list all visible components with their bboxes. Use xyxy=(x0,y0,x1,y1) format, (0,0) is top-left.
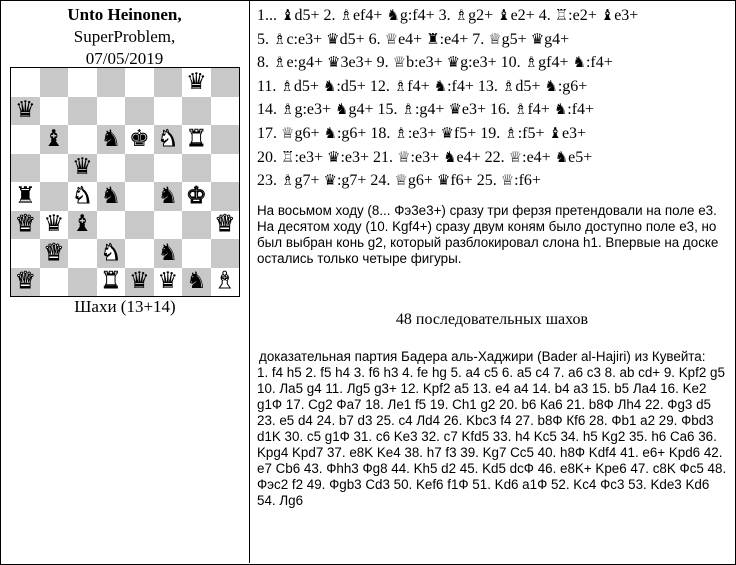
board-square xyxy=(40,182,69,211)
white-queen-icon: ♛ xyxy=(43,239,65,266)
board-square xyxy=(154,182,183,211)
board-square xyxy=(125,211,154,240)
black-queen-icon: ♛ xyxy=(185,68,207,95)
white-rook-icon: ♜ xyxy=(185,125,207,152)
note-paragraph: На десятом ходу (10. Kgf4+) сразу двум коням было доступно поле е3, но был выбран конь g2, который разблокировал слона h1. Впервые на доске остались только четыре фигуры. xyxy=(257,219,719,266)
board-square xyxy=(40,97,69,126)
section-heading: 48 последовательных шахов xyxy=(395,311,589,328)
board-square xyxy=(97,182,126,211)
board-square xyxy=(68,125,97,154)
problem-diagram-panel xyxy=(0,0,249,563)
board-square xyxy=(125,268,154,297)
proof-game xyxy=(257,349,731,509)
white-queen-icon: ♛ xyxy=(214,211,236,238)
board-square xyxy=(182,125,211,154)
white-bishop-icon: ♝ xyxy=(214,268,236,295)
solution-panel xyxy=(251,0,733,563)
board-square xyxy=(125,97,154,126)
black-queen-icon: ♛ xyxy=(128,268,150,295)
board-square xyxy=(125,182,154,211)
proof-game-moves: 1. f4 h5 2. f5 h4 3. f6 h3 4. fe hg 5. a4 c5 6. a5 c4 7. a6 c3 8. ab cd+ 9. Kpf2 g5 10. Ла5 g4 11. Лg5 g3+ 12. Kpf2 a5 13. e4 a4 14. b4 a3 15. b5 Ла4 16. Ke2 g1Ф 17. Cg2 Фа7 18. Ле1 f5 19. Ch1 g2 20. b6 Ка6 21. b8Ф Лh4 22. Фg3 d5 23. e5 d4 24. b7 d3 25. c4 Лd4 26. Kbc3 f4 27. b8Ф Кf6 28. Фb1 a2 29. Фbd3 d1K 30. c5 g1Ф 31. c6 Ke3 32. c7 Kfd5 33. h4 Kc5 34. h5 Kg2 35. h6 Ca6 36. Kpg4 Kpd7 37. e8K Ke4 38. h7 f3 39. Kg7 Cc5 40. h8Ф Kdf4 41. e6+ Kpd6 42. e7 Cb6 43. Фhh3 Фg8 44. Kh5 d2 45. Kd5 dcФ 46. e8K+ Kpe6 47. c8K Фс5 48. Фэс2 f2 49. Фgb3 Cd3 50. Kef6 f1Ф 51. Kd6 a1Ф 52. Kc4 Фс3 53. Kde3 Kd6 54. Лg6 xyxy=(257,365,727,508)
board-square xyxy=(154,239,183,268)
board-square xyxy=(40,125,69,154)
board-square xyxy=(125,68,154,97)
board-square xyxy=(182,239,211,268)
board-square xyxy=(97,97,126,126)
board-square xyxy=(97,125,126,154)
solution-notes xyxy=(257,203,727,267)
board-square xyxy=(211,239,240,268)
board-square xyxy=(154,154,183,183)
black-queen-icon: ♛ xyxy=(157,268,179,295)
white-knight-icon: ♞ xyxy=(157,125,179,152)
board-square xyxy=(11,182,40,211)
publication-date: 07/05/2019 xyxy=(85,49,164,68)
board-square xyxy=(40,68,69,97)
board-square xyxy=(97,154,126,183)
board-square xyxy=(211,125,240,154)
black-knight-icon: ♞ xyxy=(100,125,122,152)
board-square xyxy=(211,68,240,97)
black-bishop-icon: ♝ xyxy=(71,211,93,238)
solution-line: 20. ♖:e3+ ♛:e3+ 21. ♕:e3+ ♞e4+ 22. ♕:e4+ ♞e5+ xyxy=(257,147,593,166)
board-square xyxy=(125,154,154,183)
solution-line: 11. ♗d5+ ♞:d5+ 12. ♗f4+ ♞:f4+ 13. ♗d5+ ♞:g6+ xyxy=(257,76,588,95)
solution-line: 8. ♗e:g4+ ♛3e3+ 9. ♕b:e3+ ♛g:e3+ 10. ♗gf4+ ♞:f4+ xyxy=(257,53,613,72)
board-square xyxy=(68,154,97,183)
solution-line: 23. ♗g7+ ♛:g7+ 24. ♕g6+ ♛f6+ 25. ♕:f6+ xyxy=(257,171,541,190)
board-square xyxy=(154,68,183,97)
black-rook-icon: ♜ xyxy=(14,182,36,209)
board-square xyxy=(11,125,40,154)
board-square xyxy=(211,268,240,297)
solution-line: 17. ♕g6+ ♞:g6+ 18. ♗:e3+ ♛f5+ 19. ♗:f5+ ♝e3+ xyxy=(257,123,587,142)
black-queen-icon: ♛ xyxy=(14,97,36,124)
board-square xyxy=(154,97,183,126)
board-square xyxy=(154,125,183,154)
black-knight-icon: ♞ xyxy=(157,239,179,266)
board-square xyxy=(182,268,211,297)
stipulation: Шахи (13+14) xyxy=(74,297,176,316)
board-square xyxy=(40,154,69,183)
white-knight-icon: ♞ xyxy=(71,182,93,209)
black-queen-icon: ♛ xyxy=(71,154,93,181)
board-square xyxy=(11,268,40,297)
board-square xyxy=(68,268,97,297)
board-square xyxy=(68,68,97,97)
solution-line: 5. ♗c:e3+ ♛d5+ 6. ♕e4+ ♜:e4+ 7. ♕g5+ ♛g4+ xyxy=(257,29,570,48)
white-king-icon: ♚ xyxy=(185,182,207,209)
board-square xyxy=(97,211,126,240)
board-square xyxy=(97,239,126,268)
board-square xyxy=(182,182,211,211)
board-square xyxy=(211,97,240,126)
chess-board xyxy=(10,67,240,297)
board-square xyxy=(68,239,97,268)
board-square xyxy=(11,68,40,97)
board-square xyxy=(211,154,240,183)
source-name: SuperProblem, xyxy=(73,27,176,46)
board-square xyxy=(125,125,154,154)
black-bishop-icon: ♝ xyxy=(43,125,65,152)
board-square xyxy=(182,154,211,183)
proof-game-intro: доказательная партия Бадера аль-Хаджири (Bader al-Hajiri) из Кувейта: xyxy=(259,349,706,364)
board-square xyxy=(154,268,183,297)
board-square xyxy=(182,97,211,126)
solution-line: 1... ♝d5+ 2. ♗ef4+ ♞g:f4+ 3. ♗g2+ ♝e2+ 4. ♖:e2+ ♝e3+ xyxy=(257,6,639,24)
board-square xyxy=(11,154,40,183)
board-square xyxy=(40,268,69,297)
board-square xyxy=(11,97,40,126)
board-square xyxy=(182,211,211,240)
note-paragraph: На восьмом ходу (8... Фэ3е3+) сразу три ферзя претендовали на поле е3. xyxy=(257,203,717,218)
solution-moves xyxy=(257,4,638,193)
board-square xyxy=(68,97,97,126)
board-square xyxy=(40,211,69,240)
board-square xyxy=(182,68,211,97)
black-knight-icon: ♞ xyxy=(100,182,122,209)
author-name: Unto Heinonen, xyxy=(67,5,182,24)
board-square xyxy=(154,211,183,240)
board-square xyxy=(97,68,126,97)
board-square xyxy=(211,211,240,240)
column-divider xyxy=(249,0,250,563)
white-knight-icon: ♞ xyxy=(100,239,122,266)
solution-line: 14. ♗g:e3+ ♞g4+ 15. ♗:g4+ ♛e3+ 16. ♗f4+ ♞:f4+ xyxy=(257,100,595,119)
black-king-icon: ♚ xyxy=(128,125,150,152)
board-square xyxy=(68,211,97,240)
white-rook-icon: ♜ xyxy=(100,268,122,295)
board-square xyxy=(40,239,69,268)
board-square xyxy=(97,268,126,297)
board-square xyxy=(11,239,40,268)
board-square xyxy=(211,182,240,211)
white-queen-icon: ♛ xyxy=(14,268,36,295)
board-square xyxy=(68,182,97,211)
black-knight-icon: ♞ xyxy=(185,268,207,295)
black-knight-icon: ♞ xyxy=(157,182,179,209)
black-queen-icon: ♛ xyxy=(43,211,65,238)
board-square xyxy=(125,239,154,268)
white-queen-icon: ♛ xyxy=(14,211,36,238)
board-square xyxy=(11,211,40,240)
